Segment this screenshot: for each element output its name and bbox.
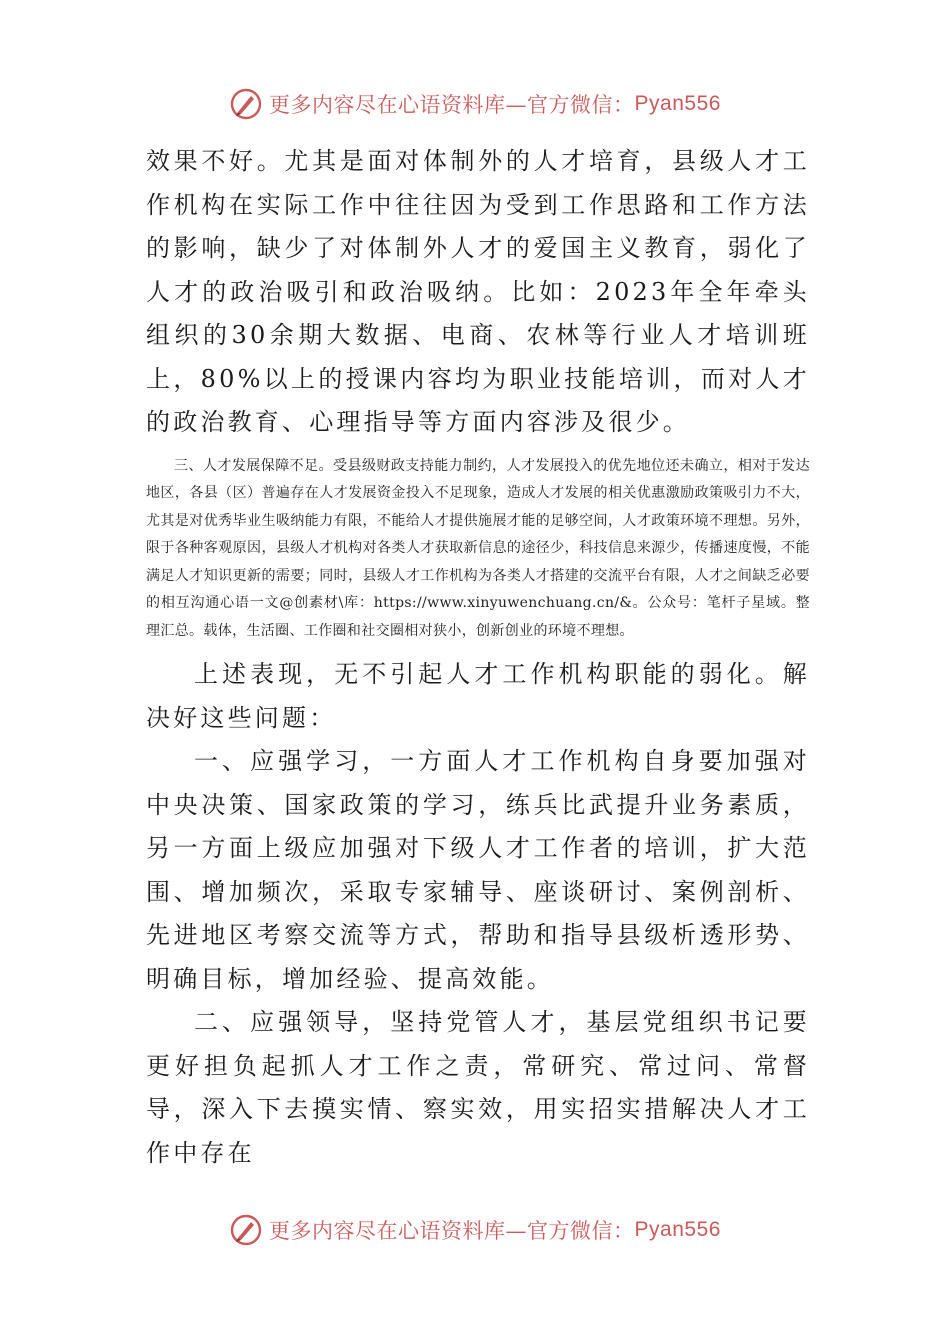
paragraph-continued: 效果不好。尤其是面对体制外的人才培育，县级人才工作机构在实际工作中往往因为受到工作思路和工作方法的影响，缺少了对体制外人才的爱国主义教育，弱化了人才的政治吸引和政治吸纳。比如：2023年全年牵头组织的30余期大数据、电商、农林等行业人才培训班上，80%以上的授课内容均为职业技能培训，而对人才的政治教育、心理指导等方面内容涉及很少。 bbox=[146, 147, 810, 436]
paragraph-point-one: 一、应强学习，一方面人才工作机构自身要加强对中央决策、国家政策的学习，练兵比武提升业务素质，另一方面上级应加强对下级人才工作者的培训，扩大范围、增加频次，采取专家辅导、座谈研讨、案例剖析、先进地区考察交流等方式，帮助和指导县级析透形势、明确目标，增加经验、提高效能。 bbox=[146, 747, 810, 993]
watermark-text: 更多内容尽在心语资料库—官方微信： bbox=[269, 1219, 635, 1243]
paragraph-section-three: 三、人才发展保障不足。受县级财政支持能力制约，人才发展投入的优先地位还未确立，相对于发达地区，各县（区）普遍存在人才发展资金投入不足现象，造成人才发展的相关优惠激励政策吸引力不大，尤其是对优秀毕业生吸纳能力有限，不能给人才提供施展才能的足够空间，人才政策环境不理想。另外，限于各种客观原因，县级人才机构对各类人才获取新信息的途径少，科技信息来源少，传播速度慢，不能满足人才知识更新的需要；同时，县级人才工作机构为各类人才搭建的交流平台有限，人才之间缺乏必要的相互沟通心语一文@创素材\库：https://www.xinyuwenchuang.cn/&。公众号：笔杆子星域。整理汇总。载体，生活圈、工作圈和社交圈相对狭小，创新创业的环境不理想。 bbox=[146, 457, 810, 639]
watermark-text: 更多内容尽在心语资料库—官方微信： bbox=[269, 93, 635, 117]
watermark-wechat-id: Pyan556 bbox=[634, 1218, 721, 1241]
header-watermark bbox=[0, 84, 950, 124]
footer-watermark bbox=[0, 1210, 950, 1250]
document-body bbox=[146, 140, 810, 1175]
watermark-wechat-id: Pyan556 bbox=[634, 92, 721, 115]
pen-logo-icon bbox=[229, 87, 263, 121]
pen-logo-icon bbox=[229, 1213, 263, 1247]
paragraph-summary: 上述表现，无不引起人才工作机构职能的弱化。解决好这些问题： bbox=[146, 660, 810, 732]
paragraph-point-two: 二、应强领导，坚持党管人才，基层党组织书记要更好担负起抓人才工作之责，常研究、常过问、常督导，深入下去摸实情、察实效，用实招实措解决人才工作中存在 bbox=[146, 1008, 810, 1167]
